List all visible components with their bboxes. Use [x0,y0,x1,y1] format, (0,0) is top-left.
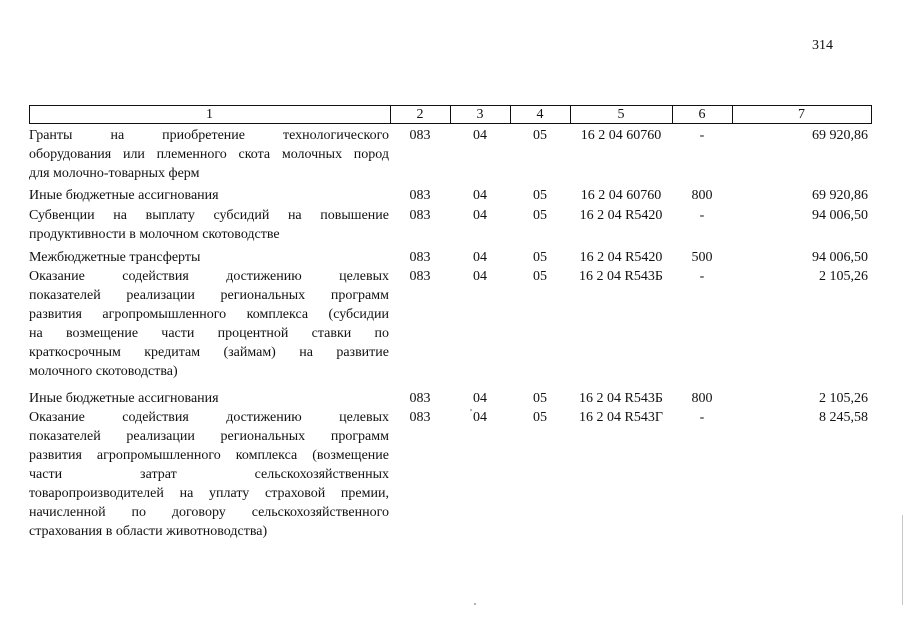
header-col-3: 3 [476,107,484,122]
description-line: оборудования или племенного скота молочных пород [29,147,389,162]
row-code: 083 [409,188,431,203]
row-section: 04 [473,391,487,406]
description-line: показателей реализации региональных программ [29,288,389,303]
page-number: 314 [812,38,833,53]
row-expense-type: 800 [691,391,713,406]
row-target-article: 16 2 04 R543Б [579,269,663,284]
row-description [29,126,389,183]
row-expense-type: - [699,410,705,425]
row-amount: 94 006,50 [812,250,868,265]
description-line: Оказание содействия достижению целевых [29,269,389,284]
header-col-1: 1 [206,107,213,122]
description-line: Оказание содействия достижению целевых [29,410,389,425]
header-col-2: 2 [416,107,424,122]
row-subsection: 05 [533,188,547,203]
row-amount: 2 105,26 [819,269,868,284]
row-description [29,248,389,267]
row-section: 04 [473,250,487,265]
row-subsection: 05 [533,410,547,425]
description-line: части затрат сельскохозяйственных [29,467,389,482]
row-amount: 2 105,26 [819,391,868,406]
scan-speck [470,409,472,411]
scan-speck [474,603,476,605]
header-col-5: 5 [617,107,625,122]
row-target-article: 16 2 04 60760 [580,188,662,203]
description-line: Иные бюджетные ассигнования [29,188,219,203]
row-code: 083 [409,250,431,265]
row-target-article: 16 2 04 60760 [580,128,662,143]
row-description [29,186,389,205]
description-line: продуктивности в молочном скотоводстве [29,227,280,242]
description-line: Гранты на приобретение технологического [29,128,389,143]
row-target-article: 16 2 04 R5420 [579,250,663,265]
row-description [29,389,389,408]
row-code: 083 [409,391,431,406]
description-line: развития агропромышленного комплекса (субсидии [29,307,389,322]
row-subsection: 05 [533,269,547,284]
row-code: 083 [409,208,431,223]
row-expense-type: - [699,269,705,284]
description-line: на возмещение части процентной ставки по [29,326,389,341]
row-amount: 69 920,86 [812,128,868,143]
row-section: 04 [473,208,487,223]
row-code: 083 [409,269,431,284]
row-amount: 8 245,58 [819,410,868,425]
header-col-6: 6 [698,107,706,122]
row-code: 083 [409,128,431,143]
description-line: Межбюджетные трансферты [29,250,201,265]
description-line: товаропроизводителей на уплату страховой премии, [29,486,389,501]
row-target-article: 16 2 04 R543Г [579,410,663,425]
description-line: Иные бюджетные ассигнования [29,391,219,406]
row-expense-type: - [699,128,705,143]
row-subsection: 05 [533,128,547,143]
row-code: 083 [409,410,431,425]
row-description [29,267,389,381]
row-section: 04 [473,269,487,284]
row-subsection: 05 [533,250,547,265]
row-expense-type: - [699,208,705,223]
row-section: 04 [473,188,487,203]
row-amount: 69 920,86 [812,188,868,203]
row-description [29,206,389,244]
description-line: для молочно-товарных ферм [29,166,200,181]
header-col-4: 4 [536,107,544,122]
row-subsection: 05 [533,208,547,223]
row-section: 04 [473,410,487,425]
description-line: показателей реализации региональных программ [29,429,389,444]
description-line: начисленной по договору сельскохозяйственного [29,505,389,520]
row-description [29,408,389,541]
description-line: страхования в области животноводства) [29,524,268,539]
header-col-7: 7 [798,107,805,122]
row-target-article: 16 2 04 R543Б [579,391,663,406]
description-line: молочного скотоводства) [29,364,178,379]
row-amount: 94 006,50 [812,208,868,223]
row-subsection: 05 [533,391,547,406]
description-line: краткосрочным кредитам (займам) на развитие [29,345,389,360]
row-section: 04 [473,128,487,143]
description-line: Субвенции на выплату субсидий на повышение [29,208,389,223]
row-expense-type: 800 [691,188,713,203]
row-target-article: 16 2 04 R5420 [579,208,663,223]
row-expense-type: 500 [691,250,713,265]
scan-edge-mark [902,515,903,605]
description-line: развития агропромышленного комплекса (возмещение [29,448,389,463]
